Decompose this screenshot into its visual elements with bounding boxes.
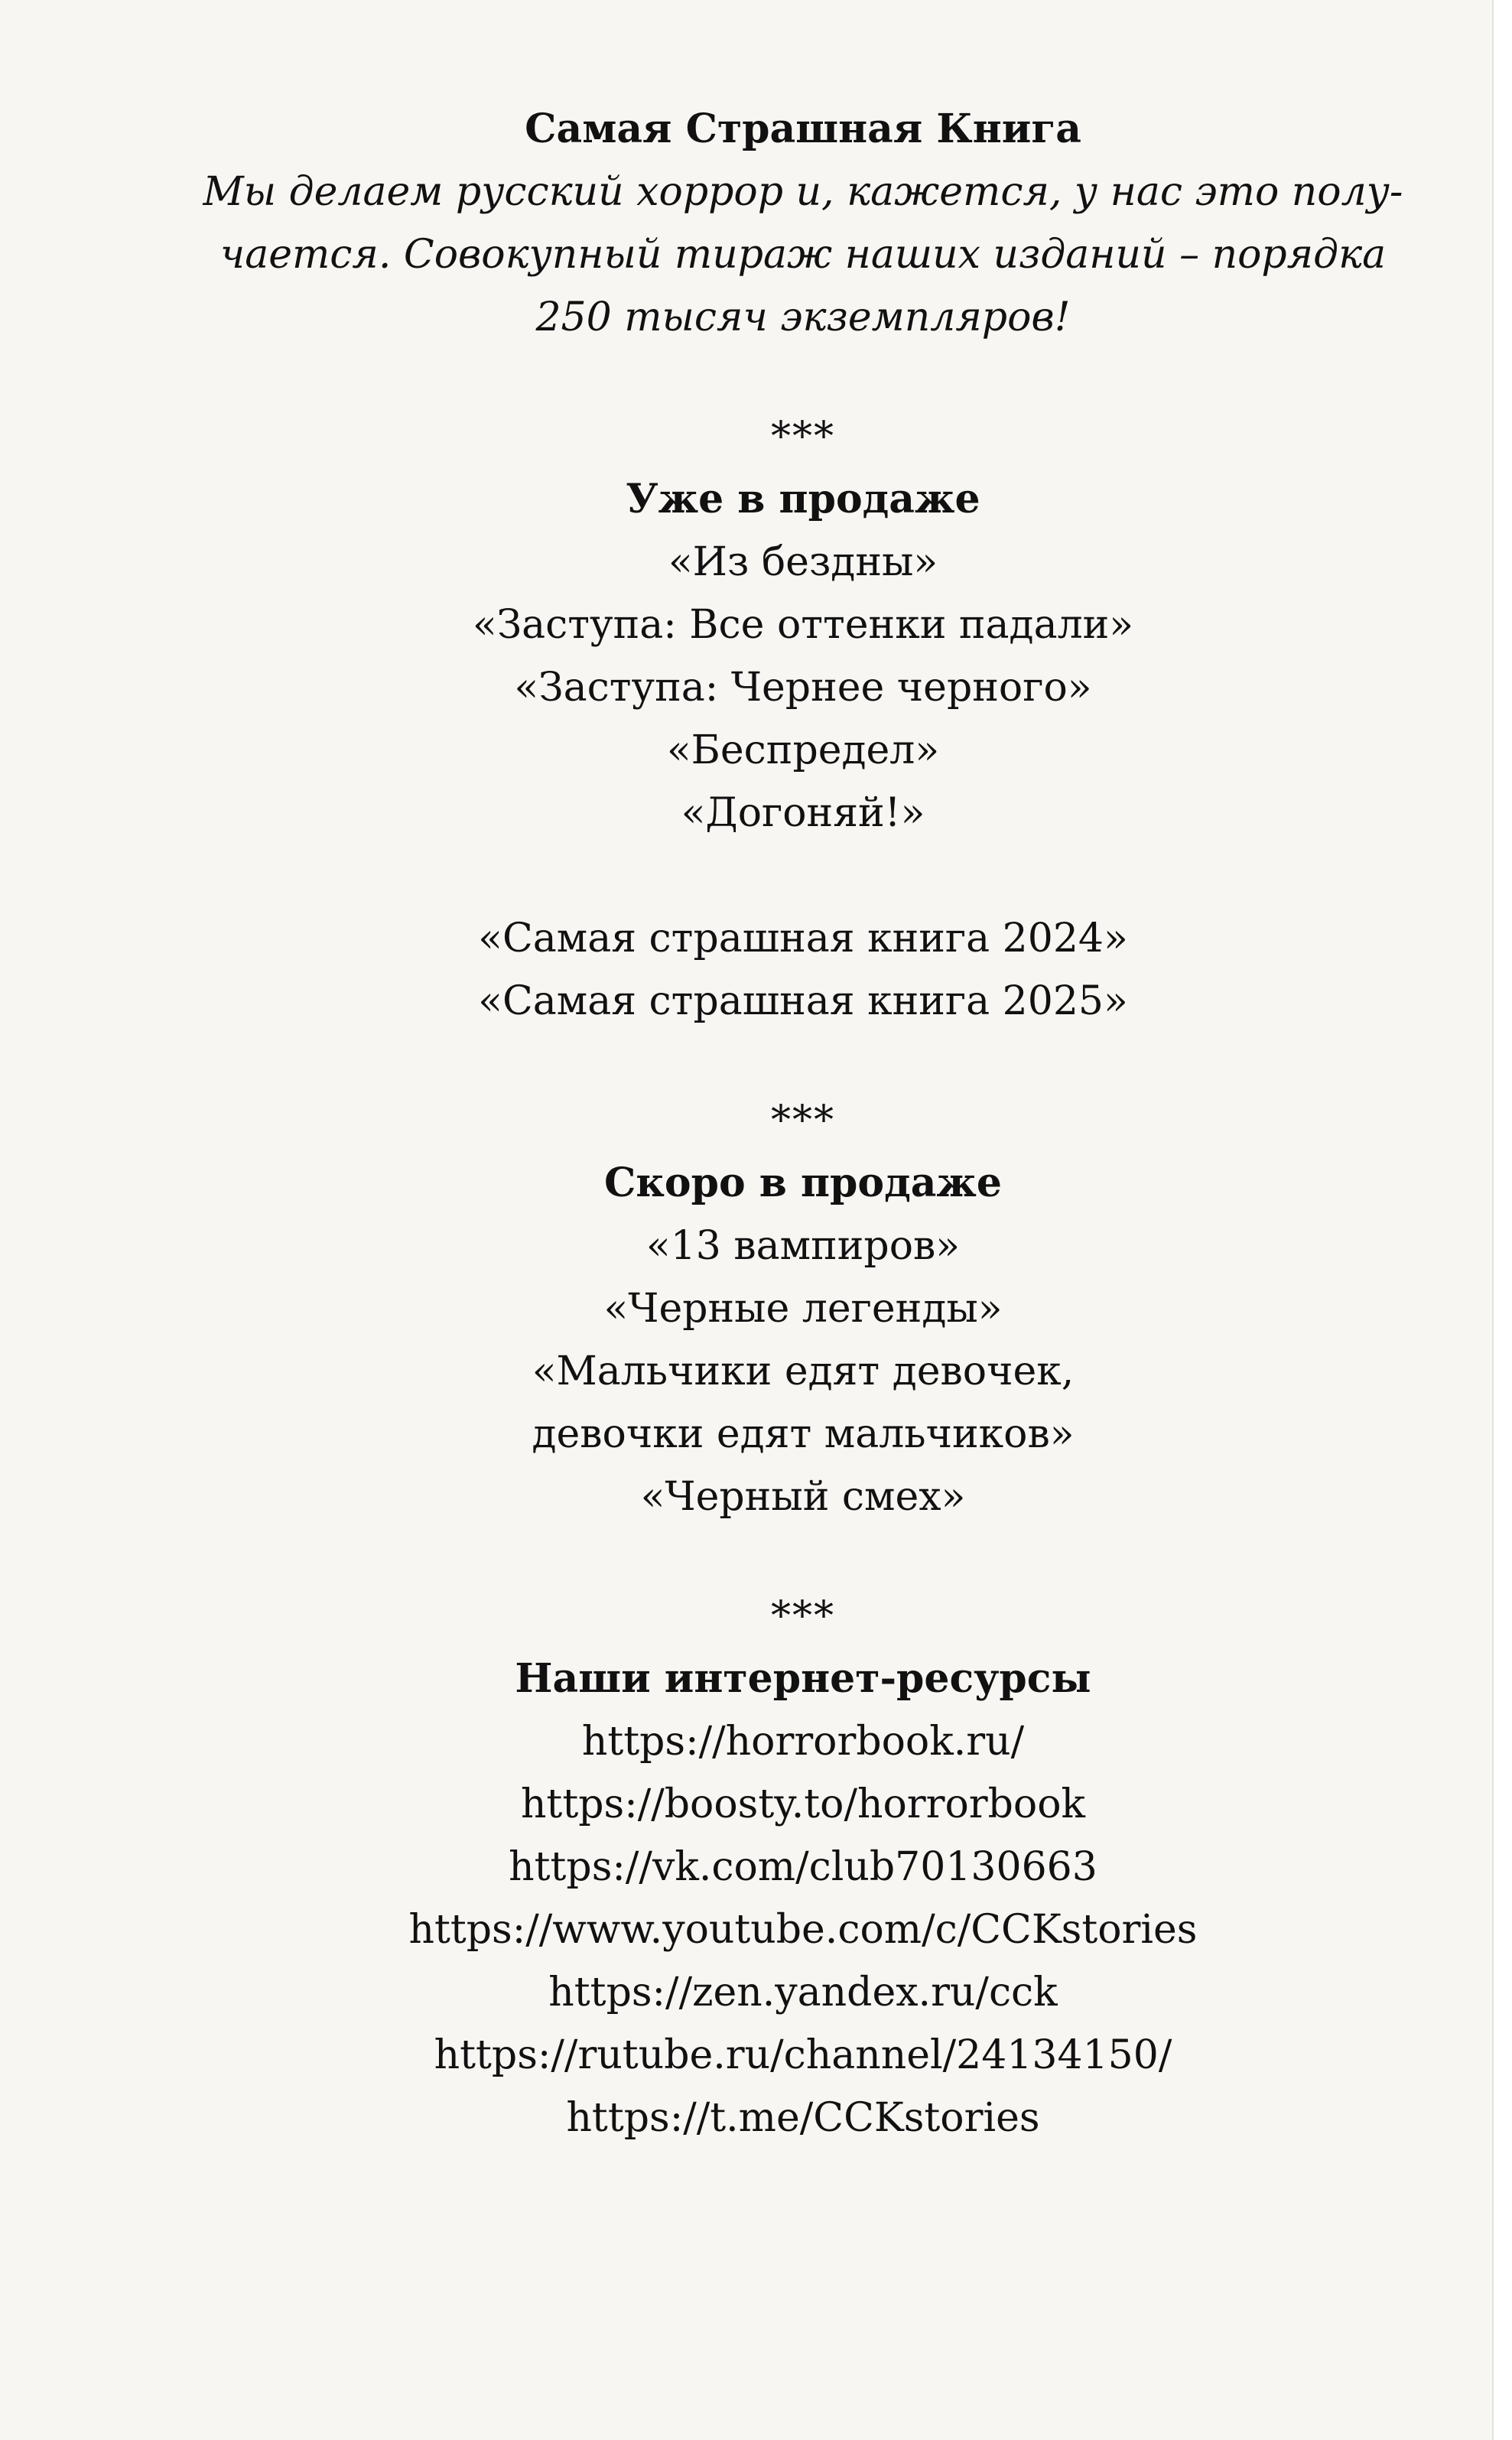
- on-sale-title: «Из бездны»: [668, 539, 938, 585]
- on-sale-title: «Догоняй!»: [681, 790, 925, 836]
- resource-link: https://rutube.ru/channel/24134150/: [434, 2032, 1172, 2078]
- coming-soon-title: «Черный смех»: [640, 1474, 966, 1520]
- resource-link: https://vk.com/club70130663: [509, 1844, 1097, 1890]
- intro-line-2: чается. Совокупный тираж наших изданий – порядка: [219, 232, 1387, 278]
- on-sale-section: [191, 468, 1415, 1033]
- coming-soon-heading: Скоро в продаже: [603, 1160, 1003, 1206]
- coming-soon-title: «13 вампиров»: [645, 1223, 961, 1269]
- resources-section: [191, 1648, 1415, 2149]
- section-separator: ***: [771, 1593, 835, 1639]
- resource-link: https://horrorbook.ru/: [581, 1719, 1025, 1765]
- section-separator: ***: [771, 414, 835, 460]
- anthology-title: «Самая страшная книга 2024»: [478, 916, 1128, 961]
- publisher-title: Самая Страшная Книга: [525, 106, 1081, 152]
- coming-soon-title: «Черные легенды»: [603, 1286, 1003, 1332]
- resources-heading: Наши интернет-ресурсы: [515, 1655, 1091, 1702]
- on-sale-title: «Заступа: Все оттенки падали»: [472, 602, 1134, 648]
- resource-link: https://zen.yandex.ru/cck: [548, 1970, 1058, 2015]
- page-edge: [1492, 0, 1503, 2440]
- resource-link: https://www.youtube.com/c/CCKstories: [408, 1907, 1198, 1953]
- intro-line-1: Мы делаем русский хоррор и, кажется, у нас это полу-: [203, 169, 1403, 215]
- coming-soon-title: девочки едят мальчиков»: [532, 1411, 1075, 1457]
- on-sale-heading: Уже в продаже: [626, 476, 980, 522]
- on-sale-title: «Беспредел»: [666, 727, 940, 773]
- on-sale-title: «Заступа: Чернее черного»: [514, 665, 1092, 711]
- coming-soon-section: [191, 1152, 1415, 1528]
- page-content: [191, 98, 1415, 2149]
- resource-link: https://boosty.to/horrorbook: [520, 1781, 1086, 1827]
- intro-line-3: 250 тысяч экземпляров!: [535, 294, 1071, 340]
- anthology-title: «Самая страшная книга 2025»: [478, 978, 1128, 1024]
- resource-link: https://t.me/CCKstories: [566, 2095, 1040, 2141]
- section-separator: ***: [771, 1098, 835, 1144]
- coming-soon-title: «Мальчики едят девочек,: [532, 1349, 1075, 1394]
- publisher-header: [191, 98, 1415, 349]
